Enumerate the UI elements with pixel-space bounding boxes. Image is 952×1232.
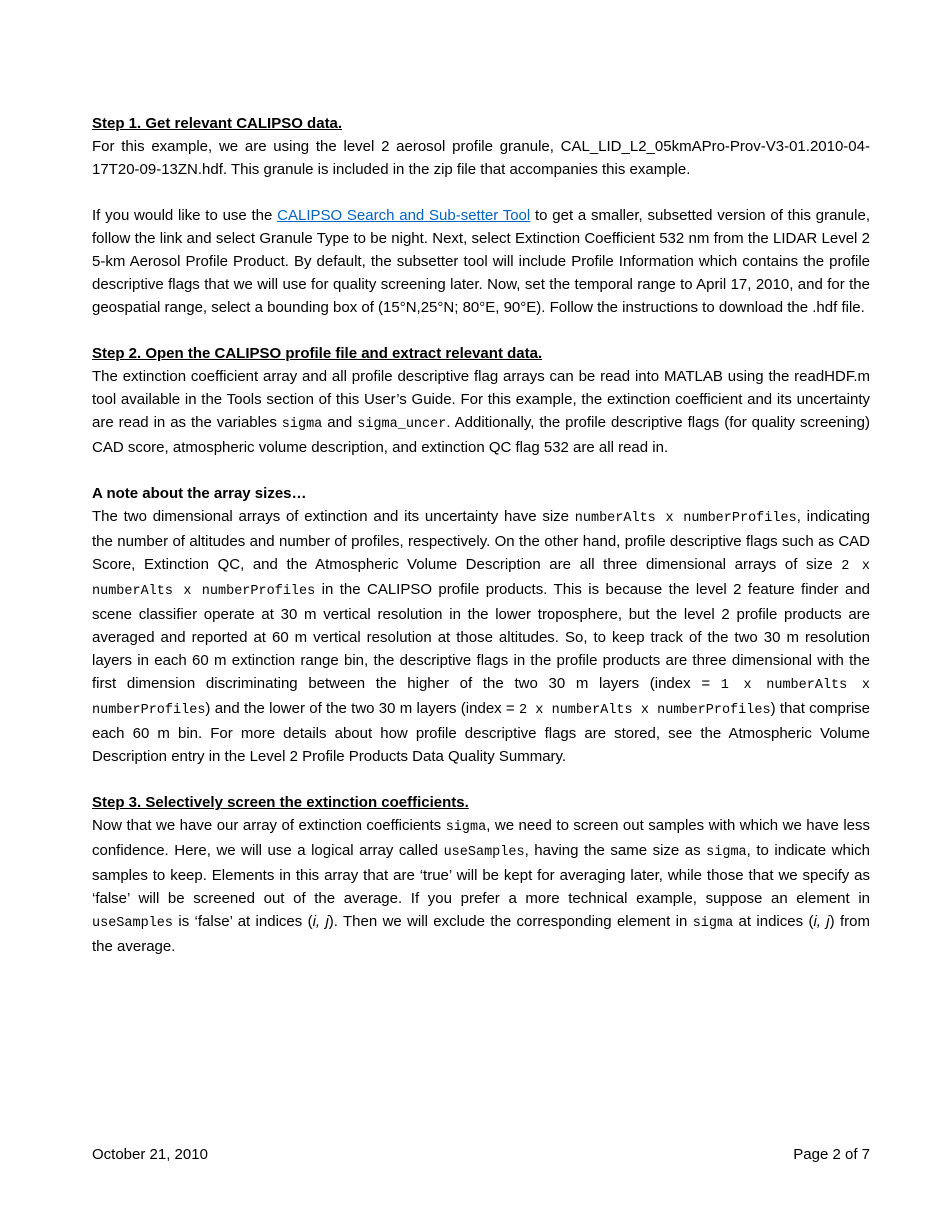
text-run-normal: A note about the array sizes… bbox=[92, 485, 307, 502]
text-run-italic: i, j bbox=[813, 913, 830, 930]
step-1-heading bbox=[92, 112, 870, 135]
text-run-mono: sigma bbox=[706, 845, 747, 860]
text-run-mono: useSamples bbox=[92, 916, 174, 931]
step-2-paragraph-1 bbox=[92, 365, 870, 459]
text-run-mono: numberAlts x numberProfiles bbox=[574, 511, 797, 526]
text-run-mono: sigma bbox=[692, 916, 734, 931]
step-3-paragraph-1 bbox=[92, 814, 870, 958]
step-2-heading bbox=[92, 342, 870, 365]
text-run-normal: at indices ( bbox=[733, 913, 814, 930]
text-run-normal: in the CALIPSO profile products. This is because the level 2 feature finder and scene classifier operate at 30 m vertical resolution in the lower troposphere, but the level 2 profile products are averaged and reported at 60 m vertical resolution at those altitudes. So, to keep track of the two 30 m resolution layers in each 60 m extinction range bin, the descriptive flags in the profile products are three dimensional with the first dimension discriminating between the higher of the two 30 m layers (index = bbox=[92, 581, 870, 692]
text-run-mono: sigma bbox=[281, 417, 323, 432]
text-run-mono: sigma bbox=[445, 820, 487, 835]
text-run-normal: Step 2. Open the CALIPSO profile file and extract relevant data. bbox=[92, 345, 543, 362]
text-run-normal: to get a smaller, subsetted version of this granule, follow the link and select Granule Type to be night. Next, select Extinction Coefficient 532 nm from the LIDAR Level 2 5-km Aerosol Profile Product. By default, the subsetter tool will include Profile Information which contains the profile descriptive flags that we will use for quality screening later. Now, set the temporal range to April 17, 2010, and for the geospatial range, select a bounding box of (15°N,25°N; 80°E, 90°E). Follow the instructions to download the .hdf file. bbox=[92, 207, 870, 316]
text-run-mono: 2 x numberAlts x numberProfiles bbox=[92, 559, 870, 599]
text-run-normal: If you would like to use the bbox=[92, 207, 278, 224]
step-1-paragraph-2 bbox=[92, 204, 870, 319]
step-1-paragraph-1 bbox=[92, 135, 870, 181]
text-run-normal: For this example, we are using the level 2 aerosol profile granule, CAL_LID_L2_05kmAPro-Prov-V3-01.2010-04-17T20-09-13ZN.hdf. This granule is included in the zip file that accompanies this example. bbox=[92, 138, 870, 178]
text-run-normal: ) that comprise each 60 m bin. For more details about how profile descriptive flags are stored, see the Atmospheric Volume Description entry in the Level 2 Profile Products Data Quality Summary. bbox=[92, 700, 870, 765]
text-run-normal: , indicating the number of altitudes and number of profiles, respectively. On the other hand, profile descriptive flags such as CAD Score, Extinction QC, and the Atmospheric Volume Description are all three dimensional arrays of size bbox=[92, 508, 870, 573]
text-run-normal: The extinction coefficient array and all profile descriptive flag arrays can be read into MATLAB using the readHDF.m tool available in the Tools section of this User’s Guide. For this example, the extinction coefficient and its uncertainty are read in as the variables bbox=[92, 368, 870, 431]
text-run-normal: , we need to screen out samples with which we have less confidence. Here, we will use a logical array called bbox=[92, 817, 870, 859]
text-run-normal: ). Then we will exclude the corresponding element in bbox=[328, 913, 693, 930]
text-run-normal: ) from the average. bbox=[92, 913, 870, 955]
text-run-mono: 1 x numberAlts x numberProfiles bbox=[92, 678, 870, 718]
text-run-mono: useSamples bbox=[443, 845, 525, 860]
step-3-heading bbox=[92, 791, 870, 814]
text-run-mono: sigma_uncer bbox=[357, 417, 447, 432]
page-footer bbox=[92, 1143, 870, 1166]
text-run-normal: , having the same size as bbox=[524, 842, 707, 859]
calipso-subsetter-link[interactable]: CALIPSO Search and Sub-setter Tool bbox=[277, 207, 531, 224]
text-run-normal: is ‘false’ at indices ( bbox=[173, 913, 313, 930]
document-body bbox=[92, 112, 870, 981]
text-run-mono: 2 x numberAlts x numberProfiles bbox=[518, 703, 771, 718]
footer-page-number: Page 2 of 7 bbox=[793, 1146, 870, 1163]
footer-date: October 21, 2010 bbox=[92, 1146, 208, 1163]
text-run-italic: i, j bbox=[312, 913, 329, 930]
text-run-normal: The two dimensional arrays of extinction and its uncertainty have size bbox=[92, 508, 575, 525]
text-run-normal: and bbox=[322, 414, 358, 431]
array-sizes-note-heading bbox=[92, 482, 870, 505]
text-run-normal: Step 1. Get relevant CALIPSO data. bbox=[92, 115, 343, 132]
text-run-normal: , to indicate which samples to keep. Elements in this array that are ‘true’ will be kept for averaging later, while those that we specify as ‘false’ will be screened out of the average. If you prefer a more technical example, suppose an element in bbox=[92, 842, 870, 907]
text-run-normal: Step 3. Selectively screen the extinction coefficients. bbox=[92, 794, 469, 811]
text-run-normal: ) and the lower of the two 30 m layers (index = bbox=[205, 700, 519, 717]
text-run-normal: . Additionally, the profile descriptive flags (for quality screening) CAD score, atmospheric volume description, and extinction QC flag 532 are all read in. bbox=[92, 414, 870, 456]
array-sizes-paragraph bbox=[92, 505, 870, 768]
text-run-normal: Now that we have our array of extinction coefficients bbox=[92, 817, 446, 834]
